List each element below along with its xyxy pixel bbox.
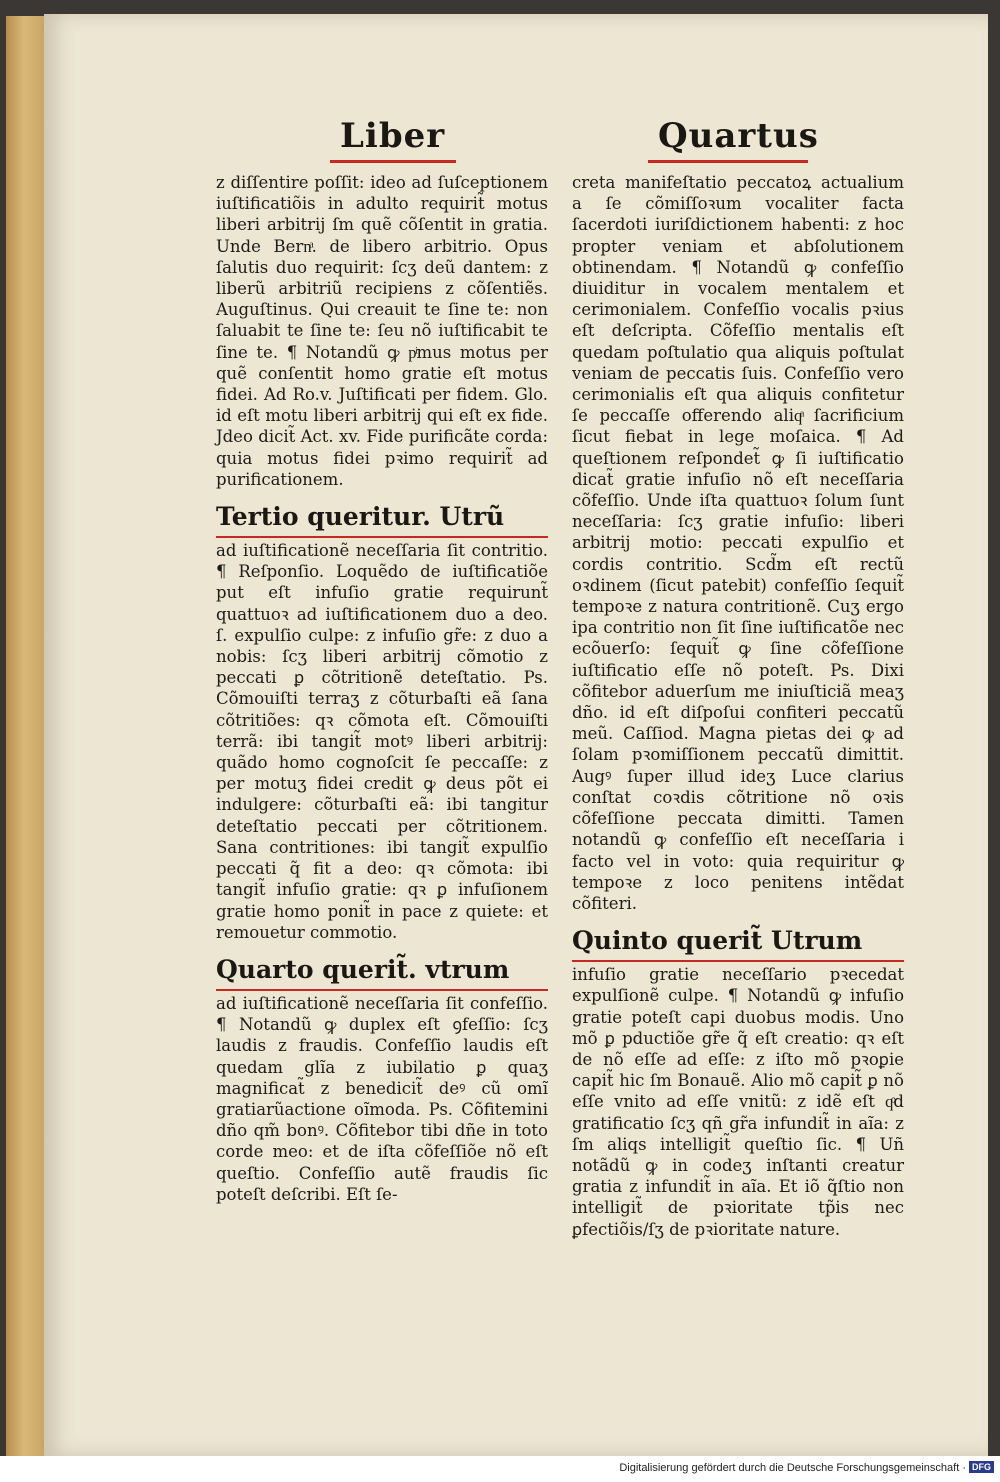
section-heading: Quarto querit̃. vtrum [216, 953, 548, 991]
dfg-logo: DFG [969, 1461, 994, 1473]
paragraph: creta manifeſtatio peccatoꝝ actualium a ſe cõmiſſoꝛum vocaliter facta ſacerdoti iuriſdictionem habenti: z hoc propter veniam et abſolutionem obtinendam. ¶ Notandũ ꝙ confeſſio diuiditur in vocalem mentalem et cerimonialem. Confeſſio vocalis pꝛius eſt deſcripta. Cõfeſſio mentalis eſt quedam poſtulatio qua aliquis poſtulat veniam de peccatis ſuis. Confeſſio vero cerimonialis eſt qua aliquis confitetur ſe peccaſſe offerendo aliqͣ ſacrificium ſicut fiebat in lege moſaica. ¶ Ad queſtionem reſpondet̃ ꝙ ſi iuſtificatio dicat̃ gratie infuſio nõ eſt neceſſaria cõfeſſio. Unde iſta quattuoꝛ ſolum ſunt neceſſaria: ſcʒ gratie infuſio: liberi arbitrij motio: peccati expulſio et cordis contritio. Scd̃m eſt rectũ oꝛdinem (ſicut patebit) confeſſio ſequit̃ tempoꝛe z natura contritionẽ. Cuʒ ergo ipa contritio non ſit ſine iuſtificatõe nec ecõuerſo: ſequit̃ ꝙ ſine cõfeſſione iuſtificatio eſſe nõ poteſt. Ps. Dixi cõfitebor aduerſum me iniuſticiã meaʒ dño. id eſt diſpoſui confiteri peccatũ meũ. Caſſiod. Magna pietas dei ꝙ ad ſolam pꝛomiſſionem peccatũ dimittit. Augꝰ ſuper illud ideʒ Luce clarius conſtat coꝛdis cõtritione nõ oꝛis cõfeſſione peccata dimitti. Tamen notandũ ꝙ confeſſio eſt neceſſaria i facto vel in voto: quia requiritur ꝙ tempoꝛe z loco penitens intẽdat cõfiteri. [572, 173, 904, 913]
running-head-left: Liber [330, 116, 456, 163]
section-heading: Quinto querit̃ Utrum [572, 924, 904, 962]
right-column [572, 172, 904, 1250]
left-column [216, 172, 548, 1215]
paragraph: ad iuſtificationẽ neceſſaria ſit contritio. ¶ Reſponſio. Loquẽdo de iuſtificatiõe put eſt infuſio gratie requirunt̃ quattuoꝛ ad iuſtificationem duo a deo. ſ. expulſio culpe: z infuſio gr̃e: z duo a nobis: ſcʒ liberi arbitrij cõmotio z peccati ꝑ cõtritionẽ deteſtatio. Ps. Cõmouiſti terraʒ z cõturbaſti eã ſana cõtritiões: qꝛ cõmota eſt. Cõmouiſti terrã: ibi tangit̃ motꝰ liberi arbitrij: quãdo homo cognoſcit ſe peccaſſe: z per motuʒ fidei credit ꝙ deus põt ei indulgere: cõturbaſti eã: ibi tangitur deteſtatio peccati per cõtritionem. Sana contritiones: ibi tangit̃ expulſio peccati q̃ fit a deo: qꝛ cõmota: ibi tangit̃ infuſio gratie: qꝛ ꝑ infuſionem gratie homo ponit̃ in pace z quiete: et remouetur commotio. [216, 541, 548, 942]
running-head-right: Quartus [648, 116, 808, 163]
funding-credit: Digitalisierung gefördert durch die Deutsche Forschungsgemeinschaft · [619, 1462, 966, 1474]
paragraph: ad iuſtificationẽ neceſſaria ſit confeſſio. ¶ Notandũ ꝙ duplex eſt ꝯfeſſio: ſcʒ laudis z fraudis. Confeſſio laudis eſt quedam glĩa z iubilatio ꝑ quaʒ magnificat̃ z benedicit̃ deꝰ cũ omĩ gratiarũactione oĩmoda. Ps. Cõfitemini dño qm̃ bonꝰ. Cõfitebor tibi dñe in toto corde meo: et de iſta cõfeſſiõe nõ eſt queſtio. Confeſſio autẽ fraudis ſic poteſt deſcribi. Eſt ſe- [216, 993, 548, 1204]
paragraph: infuſio gratie neceſſario pꝛecedat expulſionẽ culpe. ¶ Notandũ ꝙ infuſio gratie poteſt capi duobus modis. Uno mõ ꝑ pductiõe gr̃e q̃ eſt creatio: qꝛ eſt de nõ eſſe ad eſſe: z iſto mõ pꝛoꝑie capit̃ hic ſm Bonauẽ. Alio mõ capit̃ ꝑ nõ eſſe vnito ad eſſe vnitũ: z idẽ eſt qͦd gratificatio ſcʒ qñ gr̃a infundit̃ in aĩa: z ſm aliqs intelligit̃ queſtio ſic. ¶ Uñ notãdũ ꝙ in codeʒ inſtanti creatur gratia z infundit̃ in aĩa. Et iõ q̃ſtio non intelligit̃ de pꝛioritate tp̃is nec ꝑfectiõis/ſʒ de pꝛioritate nature. [572, 965, 904, 1239]
paragraph: z diſſentire poſſit: ideo ad ſuſceptionem iuſtificatiõis in adulto requirit̃ motus liberi arbitrij ſm quẽ cõſentit in gratia. Unde Bernͣ. de libero arbitrio. Opus ſalutis duo requirit: ſcʒ deũ dantem: z liberũ arbitriũ recipiens z cõſentiẽs. Auguſtinus. Qui creauit te ſine te: non ſaluabit te ſine te: ſeu nõ iuſtificabit te ſine te. ¶ Notandũ ꝙ pͥmus motus per quẽ conſentit homo gratie eſt motus fidei. Ad Ro.v. Juſtificati per fidem. Glo. id eſt motu liberi arbitrij qui eſt ex fide. Jdeo dicit̃ Act. xv. Fide purificãte corda: quia motus fidei pꝛimo requirit̃ ad purificationem. [216, 173, 548, 489]
book-edge [6, 16, 46, 1456]
section-heading: Tertio queritur. Utrũ [216, 500, 548, 538]
